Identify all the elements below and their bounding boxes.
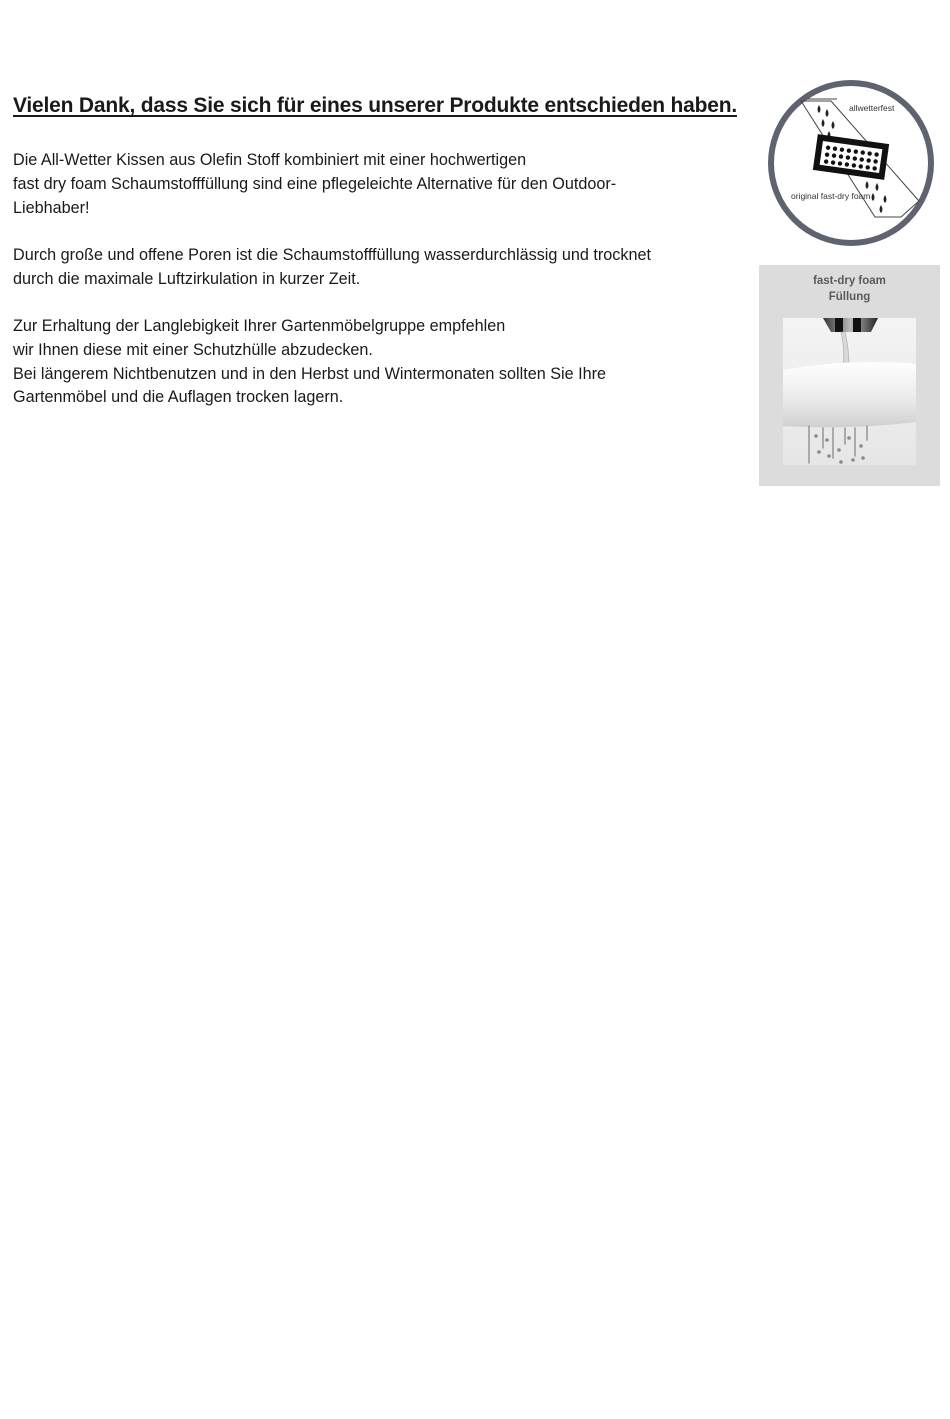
foam-title-line: Füllung bbox=[828, 291, 871, 303]
paragraph-line: Bei längerem Nichtbenutzen und in den Herbst und Wintermonaten sollten Sie Ihre bbox=[13, 364, 606, 383]
page-heading: Vielen Dank, dass Sie sich für eines unserer Produkte entschieden haben. bbox=[13, 94, 737, 117]
paragraph-line: Durch große und offene Poren ist die Schaumstofffüllung wasserdurchlässig und trocknet bbox=[13, 246, 651, 264]
paragraph-line: Liebhaber! bbox=[13, 198, 90, 217]
foam-info-panel bbox=[759, 265, 940, 486]
paragraph-line: fast dry foam Schaumstofffüllung sind eine pflegeleichte Alternative für den Outdoor- bbox=[13, 174, 617, 193]
water-through-foam-icon bbox=[783, 318, 916, 465]
allwetterfest-badge-icon bbox=[767, 79, 935, 247]
paragraph-line: Die All-Wetter Kissen aus Olefin Stoff kombiniert mit einer hochwertigen bbox=[13, 151, 527, 169]
foam-title-line: fast-dry foam bbox=[813, 275, 886, 287]
badge-top-text: allwetterfest bbox=[849, 103, 895, 113]
paragraph-line: wir Ihnen diese mit einer Schutzhülle abzudecken. bbox=[13, 340, 373, 359]
paragraph-pores bbox=[13, 244, 753, 292]
badge-bottom-text: original fast-dry foam bbox=[791, 191, 871, 201]
paragraph-intro bbox=[13, 149, 753, 220]
foam-panel-title bbox=[759, 273, 940, 305]
paragraph-line: Zur Erhaltung der Langlebigkeit Ihrer Gartenmöbelgruppe empfehlen bbox=[13, 317, 506, 335]
paragraph-care bbox=[13, 315, 753, 410]
paragraph-line: durch die maximale Luftzirkulation in kurzer Zeit. bbox=[13, 269, 361, 288]
paragraph-line: Gartenmöbel und die Auflagen trocken lagern. bbox=[13, 388, 344, 407]
